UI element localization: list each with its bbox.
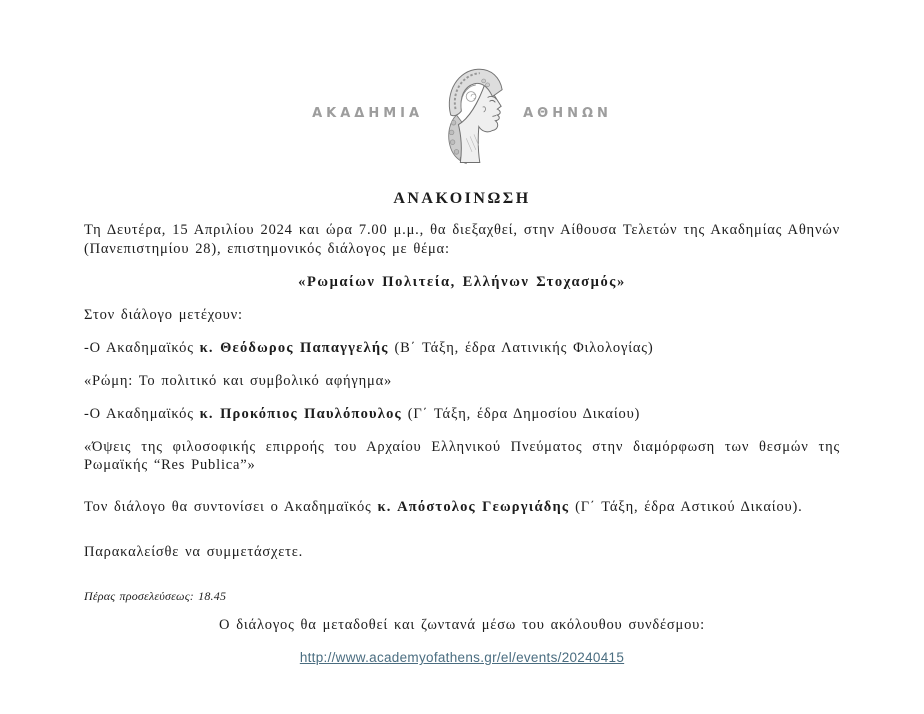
speaker-1 — [84, 339, 840, 358]
livestream-note: Ο διάλογος θα μεταδοθεί και ζωντανά μέσω του ακόλουθου συνδέσμου: — [219, 617, 705, 634]
speaker-2 — [84, 405, 840, 424]
moderator-name: κ. Απόστολος Γεωργιάδης — [377, 498, 570, 515]
moderator-chair: (Γ΄ Τάξη, έδρα Αστικού Δικαίου). — [569, 498, 803, 515]
invitation-line: Παρακαλείσθε να συμμετάσχετε. — [84, 544, 304, 561]
academy-logo-header — [0, 58, 924, 168]
intro-paragraph: Τη Δευτέρα, 15 Απριλίου 2024 και ώρα 7.00 μ.μ., θα διεξαχθεί, στην Αίθουσα Τελετών της Ακαδημίας Αθηνών (Πανεπιστημίου 28), επιστημονικός διάλογος με θέμα: — [84, 222, 840, 257]
entry-deadline-note: Πέρας προσελεύσεως: 18.45 — [84, 589, 227, 604]
logo-text-right: ΑΘΗΝΩΝ — [523, 105, 612, 121]
speaker-1-name: κ. Θεόδωρος Παπαγγελής — [199, 339, 389, 356]
speaker-1-chair: (Β΄ Τάξη, έδρα Λατινικής Φιλολογίας) — [388, 339, 654, 356]
livestream-link[interactable]: http://www.academyofathens.gr/el/events/20240415 — [299, 650, 625, 666]
page-title: ΑΝΑΚΟΙΝΩΣΗ — [393, 190, 531, 207]
speaker-1-prefix: -Ο Ακαδημαϊκός — [84, 339, 200, 356]
moderator-line — [84, 498, 840, 517]
speaker-2-name: κ. Προκόπιος Παυλόπουλος — [199, 405, 402, 422]
announcement-body — [0, 221, 924, 667]
speaker-2-chair: (Γ΄ Τάξη, έδρα Δημοσίου Δικαίου) — [401, 405, 641, 422]
livestream-link-line — [84, 649, 840, 667]
athena-head-icon — [439, 60, 507, 166]
event-theme: «Ρωμαίων Πολιτεία, Ελλήνων Στοχασμός» — [298, 273, 626, 290]
speaker-2-prefix: -Ο Ακαδημαϊκός — [84, 405, 200, 422]
speaker-2-topic: «Όψεις της φιλοσοφικής επιρροής του Αρχαίου Ελληνικού Πνεύματος στην διαμόρφωση των θεσμών της Ρωμαϊκής “Res Publica”» — [84, 438, 840, 474]
speaker-1-topic: «Ρώμη: Το πολιτικό και συμβολικό αφήγημα» — [84, 372, 393, 389]
logo-text-left: ΑΚΑΔΗΜΙΑ — [312, 105, 424, 121]
participants-heading: Στον διάλογο μετέχουν: — [84, 306, 243, 323]
moderator-prefix: Τον διάλογο θα συντονίσει ο Ακαδημαϊκός — [84, 498, 378, 515]
